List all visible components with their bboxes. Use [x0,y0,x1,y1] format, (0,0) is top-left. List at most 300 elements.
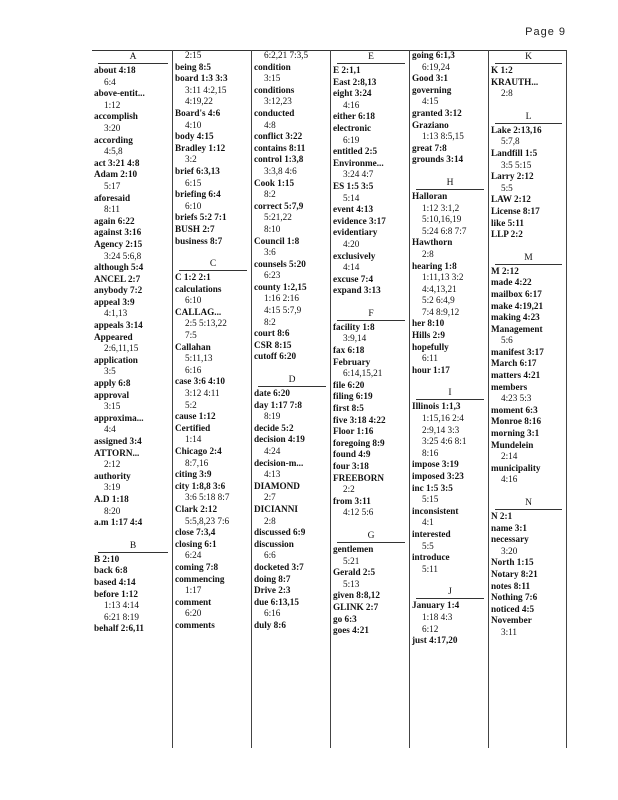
index-term: above-entit... [94,88,145,99]
index-term: Floor 1:16 [333,426,374,437]
index-page-references: 6:10 [185,295,202,306]
index-term: Cook 1:15 [254,177,295,188]
index-term: KRAUTH... [491,76,539,87]
index-page-references: 7:4 8:9,12 [422,306,460,317]
column-top-rule [410,50,488,51]
index-term: briefing 6:4 [175,189,221,200]
index-term: Landfill 1:5 [491,147,538,158]
index-term: hour 1:17 [412,364,450,375]
index-term: act 3:21 4:8 [94,157,140,168]
index-term: appeal 3:9 [94,296,135,307]
section-letter-heading: G [337,531,405,543]
index-term: control 1:3,8 [254,154,304,165]
index-term: evidence 3:17 [333,215,386,226]
index-term: city 1:8,8 3:6 [175,480,226,491]
index-term: Management [491,323,543,334]
index-page-references: 3:3,8 4:6 [264,165,297,176]
index-term: counsels 5:20 [254,258,306,269]
section-letter-heading: H [416,178,484,190]
index-term: Appeared [94,331,133,342]
index-term: going 6:1,3 [412,50,455,60]
index-page-references: 8:10 [264,223,281,234]
index-term: correct 5:7,9 [254,200,304,211]
index-term: Mundelein [491,439,534,450]
index-term: governing [412,84,452,95]
index-page-references: 6:23 [264,270,281,281]
index-term: decide 5:2 [254,422,294,433]
index-term: Lake 2:13,16 [491,124,542,135]
index-term: conducted [254,107,295,118]
index-page-references: 3:15 [104,401,121,412]
index-term: Illinois 1:1,3 [412,401,461,412]
index-term: Council 1:8 [254,235,300,246]
index-term: from 3:11 [333,495,371,506]
index-page-references: 1:17 [185,585,202,596]
index-term: comments [175,619,215,630]
column-top-rule [489,50,566,51]
index-term: facility 1:8 [333,321,375,332]
index-term: according [94,134,133,145]
index-page-references: 1:14 [185,434,202,445]
index-page-references: 4:1,13 [104,308,128,319]
word-index-grid [92,50,568,748]
index-term: C 1:2 2:1 [175,272,211,283]
index-term: foregoing 8:9 [333,437,385,448]
index-term: day 1:17 7:8 [254,399,302,410]
index-page-references: 5:5 [422,540,434,551]
index-term: county 1:2,15 [254,281,307,292]
index-column-1 [92,50,172,748]
index-term: her 8:10 [412,318,445,329]
index-page-references: 1:12 [104,99,121,110]
column-top-rule [331,50,409,51]
page-number: Page 9 [525,26,566,38]
index-term: municipality [491,462,541,473]
index-page-references: 1:15,16 2:4 [422,413,464,424]
index-page-references: 2:14 [501,451,518,462]
index-term: Board's 4:6 [175,107,221,118]
index-term: exclusively [333,250,376,261]
index-page-references: 1:13 4:14 [104,600,139,611]
index-term: impose 3:19 [412,459,459,470]
index-page-references: 2:2 [343,484,355,495]
index-term: mailbox 6:17 [491,288,542,299]
index-page-references: 8:19 [264,411,281,422]
index-term: B 2:10 [94,553,120,564]
index-term: N 2:1 [491,511,513,521]
section-letter-heading: B [98,541,168,553]
index-term: briefs 5:2 7:1 [175,212,227,223]
index-term: March 6:17 [491,358,537,369]
index-term: duly 8:6 [254,619,286,630]
index-page-references: 6:12 [422,623,439,634]
index-term: four 3:18 [333,461,369,471]
index-page-references: 4:24 [264,446,281,456]
index-term: Callahan [175,341,211,352]
index-page-references: 3:9,14 [343,333,367,344]
index-term: anybody 7:2 [94,285,143,296]
index-page-references: 6:11 [422,353,438,364]
index-page-references: 4:15 5:7,9 [264,305,302,316]
index-term: M 2:12 [491,265,519,276]
index-page-references: 6:20 [185,608,202,619]
index-term: business 8:7 [175,235,223,246]
index-term: calculations [175,283,222,294]
index-page-references: 8:7,16 [185,457,209,468]
index-term: board 1:3 3:3 [175,73,228,84]
index-term: Agency 2:15 [94,238,143,249]
index-term: expand 3:13 [333,285,381,296]
index-entries [94,52,172,635]
index-page-references: 4:1 [422,517,434,528]
index-term: Graziano [412,119,449,130]
index-term: name 3:1 [491,522,527,533]
index-term: brief 6:3,13 [175,165,220,176]
index-page-references: 4:20 [343,238,360,249]
index-term: Chicago 2:4 [175,446,222,456]
index-page-references: 4:16 [343,99,360,110]
index-term: February [333,356,371,367]
index-page-references: 2:5 5:13,22 [185,318,227,329]
index-term: authority [94,470,131,481]
index-term: against 3:16 [94,227,142,238]
index-entries [254,50,330,632]
index-term: about 4:18 [94,65,136,75]
index-term: North 1:15 [491,557,534,568]
index-term: Gerald 2:5 [333,567,376,578]
index-page-references: 1:18 4:3 [422,611,453,622]
index-term: doing 8:7 [254,573,291,584]
index-page-references: 5:21,22 [264,212,292,223]
index-term: FREEBORN [333,472,385,483]
index-page-references: 4:15 [422,96,439,107]
index-term: GLINK 2:7 [333,601,379,612]
index-term: morning 3:1 [491,428,540,439]
index-page-references: 8:16 [422,447,439,458]
index-page-references: 4:4,13,21 [422,283,457,294]
index-page-references: 4:10 [185,119,202,130]
index-page-references: 8:20 [104,505,121,516]
index-term: close 7:3,4 [175,527,216,538]
index-term: hearing 1:8 [412,260,457,271]
index-term: interested [412,528,451,539]
index-term: introduce [412,552,450,563]
index-term: electronic [333,122,372,133]
section-letter-heading: K [495,52,562,64]
index-term: November [491,615,532,626]
index-page-references: 5:24 6:8 7:7 [422,225,467,236]
index-term: decision 4:19 [254,434,305,445]
index-term: Environme... [333,157,384,168]
index-term: apply 6:8 [94,378,131,389]
index-term: conditions [254,84,295,95]
index-page-references: 3:11 4:2,15 [185,84,227,95]
section-letter-heading: I [416,388,484,400]
index-page-references: 1:12 3:1,2 [422,202,460,213]
index-term: entitled 2:5 [333,146,378,157]
index-term: DIAMOND [254,480,300,491]
index-term: hopefully [412,341,449,352]
index-page-references: 1:16 2:16 [264,293,299,304]
index-page-references: 4:12 5:6 [343,507,374,518]
index-term: CALLAG... [175,306,222,317]
index-term: gentlemen [333,543,374,554]
index-page-references: 3:5 [104,366,116,377]
index-term: Drive 2:3 [254,585,291,596]
index-page-references: 5:5 [501,182,513,193]
index-term: imposed 3:23 [412,471,464,481]
index-page-references: 4:14 [343,262,360,273]
index-page-references: 8:2 [264,189,276,200]
section-letter-heading: J [416,587,484,599]
index-term: appeals 3:14 [94,320,143,331]
index-term: Nothing 7:6 [491,592,538,603]
section-letter-heading: D [258,375,326,387]
index-page-references: 6:19 [343,134,360,145]
index-term: due 6:13,15 [254,596,299,607]
index-term: contains 8:11 [254,142,306,153]
index-term: found 4:9 [333,449,371,460]
index-term: back 6:8 [94,565,128,576]
index-term: LLP 2:2 [491,229,523,240]
index-page-references: 5:2 [185,399,197,410]
index-term: closing 6:1 [175,538,217,549]
index-entries [333,52,409,637]
index-page-references: 3:15 [264,73,281,84]
index-term: excuse 7:4 [333,273,374,284]
index-term: evidentiary [333,227,378,238]
index-term: cause 1:12 [175,411,216,422]
index-page-references: 5:21 [343,555,360,566]
index-page-references: 2:9,14 3:3 [422,424,460,435]
index-column-6 [488,50,567,748]
section-letter-heading: E [337,52,405,64]
column-top-rule [173,50,251,51]
index-page-references: 2:8 [264,515,276,526]
index-term: like 5:11 [491,217,524,228]
index-term: ATTORN... [94,447,140,458]
index-page-references: 3:25 4:6 8:1 [422,436,467,447]
index-term: fax 6:18 [333,345,365,356]
index-page-references: 4:16 [501,474,518,485]
index-term: event 4:13 [333,204,374,215]
index-term: case 3:6 4:10 [175,376,226,387]
index-page-references: 7:5 [185,330,197,341]
index-term: eight 3:24 [333,88,372,99]
index-page-references: 2:7 [264,492,276,503]
index-term: five 3:18 4:22 [333,414,386,425]
index-page-references: 2:15 [185,50,202,60]
index-page-references: 8:2 [264,316,276,327]
index-page-references: 4:19,22 [185,96,213,107]
index-term: inconsistent [412,505,459,516]
index-term: docketed 3:7 [254,561,304,572]
section-letter-heading: L [495,112,562,124]
index-page-references: 1:11,13 3:2 [422,272,464,283]
index-term: cutoff 6:20 [254,351,297,362]
index-term: aforesaid [94,192,131,203]
index-term: granted 3:12 [412,107,462,118]
index-page-references: 4:5,8 [104,146,123,157]
index-term: comment [175,596,212,607]
index-term: ANCEL 2:7 [94,273,141,284]
index-page-references: 3:24 5:6,8 [104,250,142,261]
index-term: filing 6:19 [333,391,373,402]
index-page-references: 6:15 [185,177,202,188]
index-term: goes 4:21 [333,625,369,636]
index-page-references: 5:13 [343,578,360,589]
index-page-references: 3:20 [501,545,518,556]
index-term: CSR 8:15 [254,339,292,350]
index-term: date 6:20 [254,388,290,399]
index-page-references: 5:7,8 [501,136,520,147]
index-page-references: 3:6 5:18 8:7 [185,492,230,503]
index-term: Larry 2:12 [491,171,534,182]
index-term: a.m 1:17 4:4 [94,517,143,528]
index-term: discussed 6:9 [254,527,306,538]
index-page-references: 3:20 [104,122,121,133]
index-term: just 4:17,20 [412,635,458,646]
index-page-references: 5:6 [501,335,513,346]
index-term: LAW 2:12 [491,194,531,205]
index-term: Halloran [412,190,448,201]
index-page-references: 3:2 [185,154,197,165]
index-term: East 2:8,13 [333,76,377,87]
index-term: approval [94,389,130,400]
index-term: manifest 3:17 [491,346,544,357]
index-page-references: 5:2 6:4,9 [422,295,455,306]
index-page-references: 3:12,23 [264,96,292,107]
index-term: made 4:22 [491,277,532,288]
index-page-references: 5:5,8,23 7:6 [185,515,230,526]
index-term: conflict 3:22 [254,131,303,142]
index-term: notes 8:11 [491,580,531,591]
index-column-4 [330,50,409,748]
index-page-references: 4:8 [264,119,276,130]
index-page-references: 6:10 [185,200,202,211]
index-term: License 8:17 [491,205,540,216]
index-page-references: 2:8 [422,248,434,259]
index-page-references: 5:10,16,19 [422,214,462,225]
index-page-references: 6:21 8:19 [104,611,139,622]
index-term: approxima... [94,412,144,423]
index-page-references: 3:19 [104,482,121,493]
index-term: file 6:20 [333,379,365,390]
index-term: Hawthorn [412,237,453,248]
index-page-references: 1:13 8:5,15 [422,131,464,142]
index-page-references: 3:6 [264,247,276,258]
index-term: Hills 2:9 [412,330,445,341]
index-term: coming 7:8 [175,561,219,572]
index-term: assigned 3:4 [94,436,142,446]
index-term: again 6:22 [94,215,135,226]
index-term: ES 1:5 3:5 [333,180,374,191]
index-term: make 4:19,21 [491,300,544,311]
index-term: Monroe 8:16 [491,416,542,427]
index-term: making 4:23 [491,312,540,323]
index-term: Adam 2:10 [94,169,138,180]
index-term: commencing [175,573,225,584]
index-term: first 8:5 [333,403,364,414]
index-column-5 [409,50,488,748]
index-page-references: 6:19,24 [422,61,450,72]
index-term: matters 4:21 [491,370,541,381]
index-term: Notary 8:21 [491,568,538,579]
index-page-references: 2:12 [104,459,121,470]
index-term: based 4:14 [94,576,136,587]
index-page-references: 5:17 [104,180,121,191]
index-term: being 8:5 [175,61,211,72]
index-page-references: 6:4 [104,76,116,87]
index-page-references: 5:14 [343,192,360,203]
index-term: members [491,381,528,392]
index-page-references: 4:23 5:3 [501,393,532,404]
index-entries [491,52,566,639]
index-term: either 6:18 [333,111,375,122]
index-term: Certified [175,422,211,433]
column-top-rule [92,50,172,51]
index-entries [175,50,251,632]
index-page-references: 3:11 [501,626,517,637]
index-page-references: 3:24 4:7 [343,169,374,180]
index-page-references: 6:16 [264,608,281,619]
index-page-references: 5:11,13 [185,353,213,364]
index-term: decision-m... [254,457,304,468]
index-term: before 1:12 [94,588,138,599]
index-term: moment 6:3 [491,404,538,415]
index-page-references: 4:4 [104,424,116,435]
index-page-references: 8:11 [104,204,120,215]
index-term: DICIANNI [254,503,298,514]
index-page-references: 6:16 [185,364,202,375]
index-term: great 7:8 [412,142,447,153]
index-term: grounds 3:14 [412,154,464,165]
index-page-references: 4:13 [264,469,281,480]
index-term: BUSH 2:7 [175,223,215,234]
column-top-rule [252,50,330,51]
index-entries [412,50,488,647]
index-term: inc 1:5 3:5 [412,482,453,493]
section-letter-heading: C [179,259,247,271]
index-term: Bradley 1:12 [175,142,226,153]
index-page-references: 6:2,21 7:3,5 [264,50,309,60]
index-column-3 [251,50,330,748]
index-page-references: 5:11 [422,563,438,574]
index-term: January 1:4 [412,600,460,611]
section-letter-heading: A [98,52,168,64]
index-page-references: 6:6 [264,550,276,561]
index-page-references: 5:15 [422,494,439,505]
index-page-references: 6:14,15,21 [343,368,383,379]
index-term: noticed 4:5 [491,603,535,614]
index-term: condition [254,61,291,72]
index-page-references: 2:6,11,15 [104,343,139,354]
index-term: K 1:2 [491,65,513,75]
section-letter-heading: F [337,309,405,321]
index-term: body 4:15 [175,131,214,142]
section-letter-heading: N [495,498,562,510]
index-term: E 2:1,1 [333,65,361,75]
index-term: given 8:8,12 [333,590,380,601]
section-letter-heading: M [495,253,562,265]
index-term: behalf 2:6,11 [94,623,145,634]
index-term: accomplish [94,111,138,122]
index-term: go 6:3 [333,613,357,624]
index-page-references: 6:24 [185,550,202,561]
index-term: court 8:6 [254,328,290,339]
index-term: Clark 2:12 [175,503,218,514]
index-term: citing 3:9 [175,469,212,480]
